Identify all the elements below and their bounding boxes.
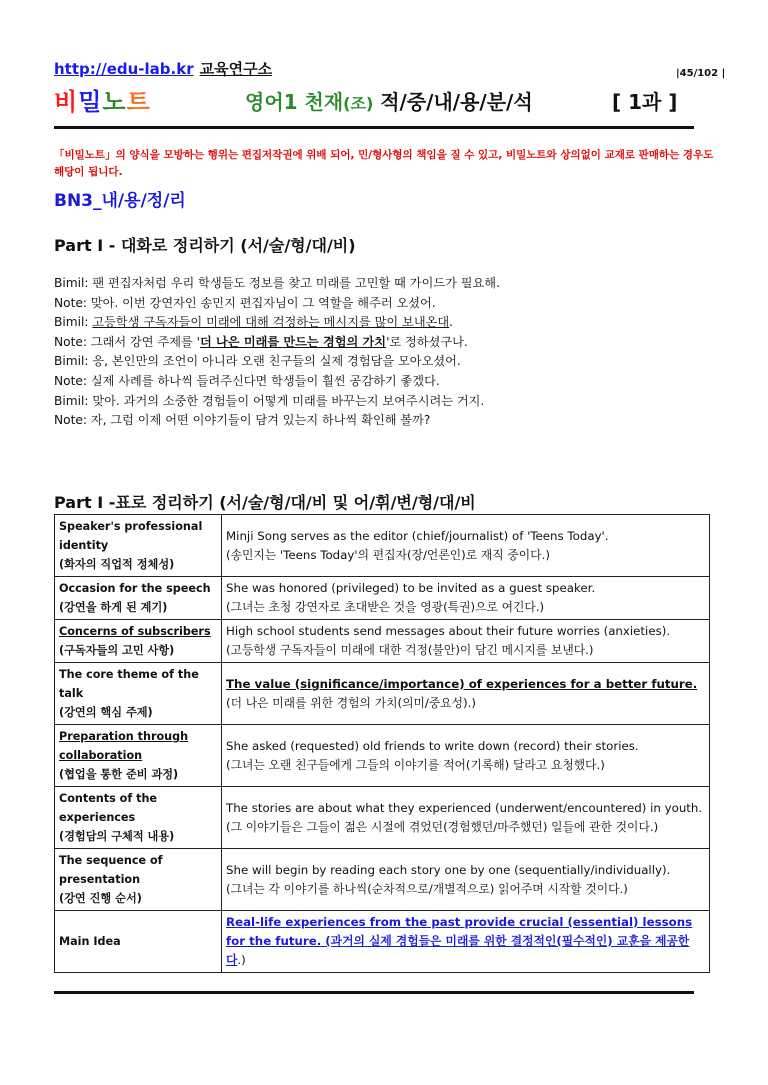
line-text: 자, 그럼 이제 어떤 이야기들이 담겨 있는지 하나씩 확인해 볼까? xyxy=(90,413,431,428)
key-en: Preparation through collaboration xyxy=(59,730,189,762)
speaker: Bimil: xyxy=(54,393,89,408)
line-text: 맞아. 과거의 소중한 경험들이 어떻게 미래를 바꾸는지 보여주시려는 거지. xyxy=(92,393,485,408)
dialogue-line xyxy=(54,352,500,372)
value-ko: (송민지는 'Teens Today'의 편집자(장/언론인)로 재직 중이다.) xyxy=(226,547,550,562)
row-key xyxy=(55,725,222,787)
line-suffix: . xyxy=(449,315,454,330)
dialogue-line xyxy=(54,333,500,353)
row-key xyxy=(55,787,222,849)
footer-divider xyxy=(54,991,694,994)
value-ko: (그 이야기들은 그들이 젊은 시절에 겪었던(경험했던/마주했던) 일들에 관한 것이다.) xyxy=(226,819,659,834)
table-row xyxy=(55,849,710,911)
value-en: High school students send messages about their future worries (anxieties). xyxy=(226,624,671,638)
key-ko: (협업을 통한 준비 과정) xyxy=(59,768,179,781)
highlight-text: 더 나은 미래를 만드는 경험의 가치 xyxy=(200,334,387,349)
row-key xyxy=(55,620,222,663)
line-text: 고등학생 구독자들이 미래에 대해 걱정하는 메시지를 많이 보내온대 xyxy=(92,315,450,330)
row-key xyxy=(55,515,222,577)
value-en: She was honored (privileged) to be invited as a guest speaker. xyxy=(226,581,596,595)
row-value xyxy=(222,911,710,973)
row-value xyxy=(222,663,710,725)
table-row xyxy=(55,663,710,725)
dialogue-line xyxy=(54,274,500,294)
row-key xyxy=(55,663,222,725)
row-value xyxy=(222,577,710,620)
value-ko: (더 나은 미래를 위한 경험의 가치(의미/중요성).) xyxy=(226,695,477,710)
site-header xyxy=(54,58,272,79)
table-row xyxy=(55,577,710,620)
doc-title xyxy=(245,86,533,115)
key-ko: (강연 진행 순서) xyxy=(59,892,142,905)
key-ko: (구독자들의 고민 사항) xyxy=(59,644,175,657)
brand-char: 비 xyxy=(54,88,79,116)
key-en: Speaker's professional identity xyxy=(59,520,203,552)
page-number: |45/102 | xyxy=(676,68,726,79)
key-en: Main Idea xyxy=(59,935,121,948)
value-en: Minji Song serves as the editor (chief/journalist) of 'Teens Today'. xyxy=(226,528,609,543)
key-ko: (강연을 하게 된 계기) xyxy=(59,601,168,614)
key-en: The sequence of presentation xyxy=(59,854,163,886)
header-divider xyxy=(54,126,694,129)
key-en: Contents of the experiences xyxy=(59,792,158,824)
line-text: 응, 본인만의 조언이 아니라 오랜 친구들의 실제 경험담을 모아오셨어. xyxy=(92,354,461,369)
key-ko: (경험담의 구체적 내용) xyxy=(59,830,175,843)
line-text: '로 정하셨구나. xyxy=(386,334,468,349)
dialogue-line xyxy=(54,294,500,314)
line-text: 실제 사례를 하나씩 들려주신다면 학생들이 훨씬 공감하기 좋겠다. xyxy=(90,373,440,388)
title-course: 영어1 천재 xyxy=(245,90,344,114)
speaker: Bimil: xyxy=(54,354,89,369)
speaker: Note: xyxy=(54,413,87,428)
row-key xyxy=(55,911,222,973)
speaker: Bimil: xyxy=(54,315,89,330)
row-value xyxy=(222,725,710,787)
site-link[interactable]: http://edu-lab.kr xyxy=(54,60,194,78)
key-en: Occasion for the speech xyxy=(59,582,211,595)
part1-title: Part Ⅰ - 대화로 정리하기 (서/술/형/대/비) xyxy=(54,236,356,255)
brand-char: 밀 xyxy=(78,88,103,116)
title-paren: (조) xyxy=(343,94,374,113)
lesson-label: [ 1과 ] xyxy=(612,90,678,114)
brand-char: 트 xyxy=(126,88,151,116)
row-value xyxy=(222,515,710,577)
line-text: 그래서 강연 주제를 ' xyxy=(90,334,201,349)
row-value xyxy=(222,620,710,663)
table-row xyxy=(55,620,710,663)
dialogue-line xyxy=(54,372,500,392)
value-en: She will begin by reading each story one by one (sequentially/individually). xyxy=(226,862,671,877)
value-en: The value (significance/importance) of experiences for a better future. xyxy=(226,676,698,691)
value-en: She asked (requested) old friends to write down (record) their stories. xyxy=(226,738,639,753)
key-ko: (강연의 핵심 주제) xyxy=(59,706,153,719)
table-row xyxy=(55,911,710,973)
line-text: 팬 편집자처럼 우리 학생들도 정보를 찾고 미래를 고민할 때 가이드가 필요해. xyxy=(92,276,500,290)
value-ko: (그녀는 오랜 친구들에게 그들의 이야기를 적어(기록해) 달라고 요청했다.) xyxy=(226,757,605,772)
line-text: 맞아. 이번 강연자인 송민지 편집자님이 그 역할을 해주러 오셨어. xyxy=(90,295,436,310)
brand-char: 노 xyxy=(102,88,127,116)
site-org: 교육연구소 xyxy=(199,60,273,78)
dialogue-line xyxy=(54,392,500,412)
brand-logo xyxy=(54,82,151,117)
key-en: Concerns of subscribers xyxy=(59,625,211,638)
table-row xyxy=(55,787,710,849)
row-value xyxy=(222,787,710,849)
value-ko: .) xyxy=(237,953,246,967)
value-en: The stories are about what they experienced (underwent/encountered) in youth. xyxy=(226,800,703,815)
dialogue-line xyxy=(54,313,500,333)
dialogue-line xyxy=(54,411,500,431)
value-ko: (고등학생 구독자들이 미래에 대한 걱정(불안)이 담긴 메시지를 보낸다.) xyxy=(226,643,594,657)
key-ko: (화자의 직업적 정체성) xyxy=(59,558,175,571)
summary-table xyxy=(54,514,710,973)
speaker: Bimil: xyxy=(54,276,89,290)
dialogue xyxy=(54,274,500,431)
copyright-warning: 「비밀노트」의 양식을 모방하는 행위는 편집저작권에 위배 되어, 민/형사형의 책임을 질 수 있고, 비밀노트와 상의없이 교재로 판매하는 경우도 해당이 됩니다. xyxy=(54,149,714,178)
speaker: Note: xyxy=(54,295,87,310)
speaker: Note: xyxy=(54,334,87,349)
table-row xyxy=(55,515,710,577)
key-en: The core theme of the talk xyxy=(59,668,199,700)
row-key xyxy=(55,849,222,911)
row-value xyxy=(222,849,710,911)
title-analysis: 적/중/내/용/분/석 xyxy=(380,90,533,114)
value-en: Real-life experiences from the past provide crucial (essential) lessons for the future. (과거의 실제 경험들은 미래를 위한 결정적인(필수적인) 교훈을 제공한다 xyxy=(226,915,693,967)
part2-title: Part Ⅰ -표로 정리하기 (서/술/형/대/비 및 어/휘/변/형/대/비 xyxy=(54,493,476,512)
speaker: Note: xyxy=(54,373,87,388)
value-ko: (그녀는 초청 강연자로 초대받은 것을 영광(특권)으로 여긴다.) xyxy=(226,600,545,614)
value-ko: (그녀는 각 이야기를 하나씩(순차적으로/개별적으로) 읽어주며 시작할 것이다.) xyxy=(226,881,628,896)
table-row xyxy=(55,725,710,787)
row-key xyxy=(55,577,222,620)
section-title: BN3_내/용/정/리 xyxy=(54,191,186,211)
